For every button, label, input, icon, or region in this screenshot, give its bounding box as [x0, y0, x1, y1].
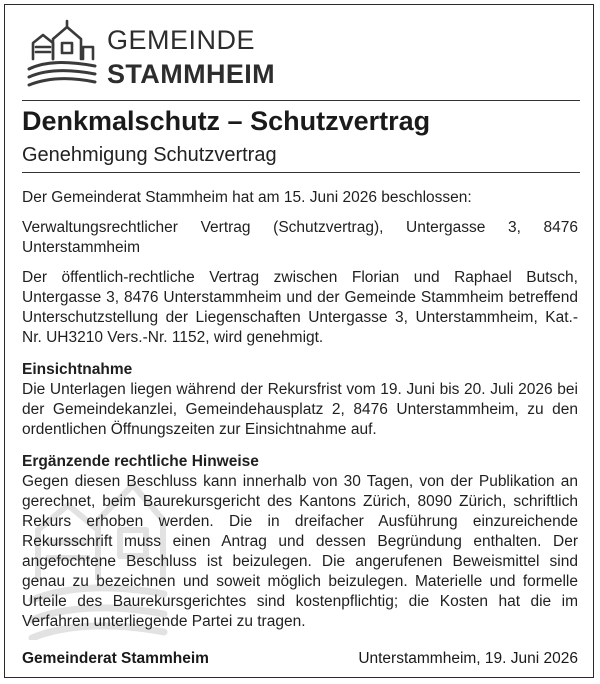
place-date: Unterstammheim, 19. Juni 2026 — [358, 650, 578, 667]
inspection-heading: Einsichtnahme — [22, 361, 133, 378]
municipality-name: STAMMHEIM — [107, 59, 276, 89]
header-divider — [22, 100, 580, 101]
notice-subtitle: Genehmigung Schutzvertrag — [22, 144, 277, 166]
stammheim-logo-icon — [27, 19, 97, 91]
notice-body — [22, 188, 578, 632]
signature: Gemeinderat Stammheim — [22, 650, 209, 667]
inspection-text: Die Unterlagen liegen während der Rekursfrist vom 19. Juni bis 20. Juli 2026 bei der Gemeindekanzlei, Gemeindehausplatz 2, 8476 Unterstammheim, zu den ordentlichen Öffnungszeiten zur Einsichtnahme auf. — [22, 381, 578, 438]
municipality-label: GEMEINDE — [107, 25, 256, 55]
legal-heading: Ergänzende rechtliche Hinweise — [22, 453, 259, 470]
notice-title: Denkmalschutz – Schutzvertrag — [22, 106, 431, 136]
intro-text: Der Gemeinderat Stammheim hat am 15. Juni 2026 beschlossen: — [22, 189, 472, 206]
subject-text: Verwaltungsrechtlicher Vertrag (Schutzvertrag), Untergasse 3, 8476 Unterstammheim — [22, 219, 578, 256]
decision-text: Der öffentlich-rechtliche Vertrag zwischen Florian und Raphael Butsch, Untergasse 3, 8476 Unterstammheim und der Gemeinde Stammheim betreffend Unterschutzstellung der Liegenschaften Untergasse 3, Unterstammheim, Kat.-Nr. UH3210 Vers.-Nr. 1152, wird genehmigt. — [22, 269, 578, 346]
legal-text: Gegen diesen Beschluss kann innerhalb von 30 Tagen, von der Publikation an gerechnet, beim Baurekursgericht des Kantons Zürich, 8090 Zürich, schriftlich Rekurs erhoben werden. Die in dreifacher Ausführung einzureichende Rekursschrift muss einen Antrag und dessen Begründung enthalten. Der angefochtene Beschluss ist beizulegen. Die angerufenen Beweismittel sind genau zu bezeichnen und soweit möglich beizulegen. Materielle und formelle Urteile des Baurekursgerichtes sind kostenpflichtig; die Kosten hat die im Verfahren unterliegende Partei zu tragen. — [22, 473, 578, 630]
title-divider — [22, 172, 580, 173]
